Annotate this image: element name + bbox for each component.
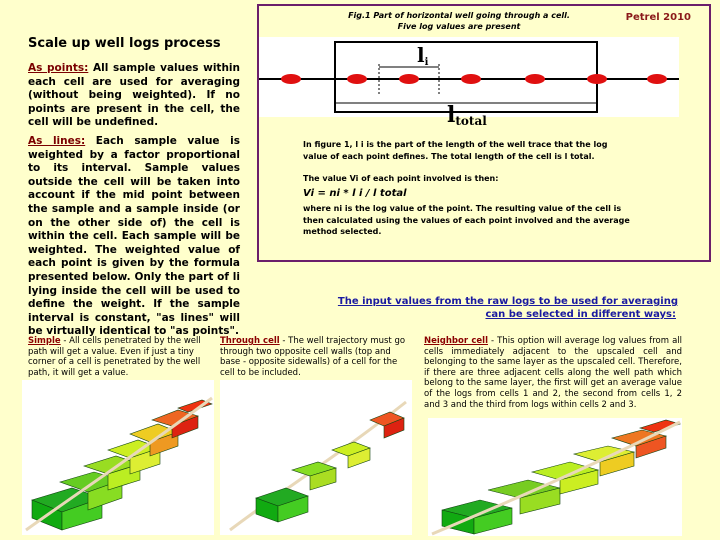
ltotal-label: ltotal	[447, 102, 487, 128]
caption-line-2: Five log values are present	[397, 22, 521, 31]
points-label: As points:	[28, 62, 89, 74]
simple-illustration	[22, 380, 214, 535]
cell-stack	[256, 412, 404, 522]
simple-label: Simple	[28, 336, 61, 346]
figure-text-2: The value Vi of each point involved is then:	[303, 174, 499, 183]
log-point	[399, 74, 419, 84]
log-point	[461, 74, 481, 84]
petrel-label: Petrel 2010	[625, 12, 691, 23]
lines-label: As lines:	[28, 135, 86, 147]
figure-frame	[257, 4, 711, 262]
figure-caption	[259, 10, 659, 32]
averaging-heading	[290, 295, 678, 321]
neighbor-cell-label: Neighbor cell	[424, 336, 488, 346]
log-point	[281, 74, 301, 84]
well-diagram	[259, 32, 709, 132]
page-title: Scale up well logs process	[28, 36, 221, 51]
points-text: All sample values within each cell are used for averaging (without being weighted). If no points are present in the cell, the cell will be undefined.	[28, 62, 241, 129]
li-label: li	[417, 43, 429, 68]
through-cell-illustration	[220, 380, 412, 535]
through-cell-text: - The well trajectory must go through two opposite cell walls (top and base - opposite sidewalls) of a cell for the cell to be included.	[220, 336, 406, 378]
through-cell-label: Through cell	[220, 336, 280, 346]
method-simple	[28, 336, 208, 378]
averaging-heading-line-2: can be selected in different ways:	[485, 309, 676, 320]
method-neighbor-cell	[424, 336, 682, 410]
figure-text-1: In figure 1, l i is the part of the length of the well trace that the log value of each point defines. The total length of the cell is l total.	[303, 140, 608, 161]
log-point	[587, 74, 607, 84]
log-point	[647, 74, 667, 84]
neighbor-cell-text: - This option will average log values from all cells immediately adjacent to the upscaled cell and belonging to the same layer as the upscaled cell. Therefore, if there are three adjacent cells along the well path which belong to the same layer, the first will get an average value of the logs from cells 1 and 2, the second from cells 1, 2 and 3 and the third from logs within cells 2 and 3.	[424, 336, 683, 410]
well-path	[26, 398, 212, 530]
lines-text: Each sample value is weighted by a factor proportional to its interval. Sample values outside the cell will be taken into account if the mid point between the sample and a sample inside (or on the other side of) the cell is within the cell. Each sample will be weighted. The weighted value of each point is given by the formula presented below. Only the part of li lying inside the cell will be used to define the weight. If the sample interval is constant, "as lines" will be virtually identical to "as points".	[28, 135, 240, 338]
figure-formula: Vi = ni * l i / l total	[303, 188, 407, 199]
caption-line-1: Fig.1 Part of horizontal well going through a cell.	[348, 11, 570, 20]
method-through-cell	[220, 336, 408, 378]
log-point	[525, 74, 545, 84]
neighbor-cell-illustration	[428, 418, 682, 536]
lines-paragraph	[28, 135, 240, 339]
averaging-heading-line-1: The input values from the raw logs to be used for averaging	[337, 296, 678, 307]
simple-text: - All cells penetrated by the well path will get a value. Even if just a tiny corner of a cell is penetrated by the well path, it will get a value.	[28, 336, 201, 378]
log-point	[347, 74, 367, 84]
points-paragraph	[28, 62, 240, 130]
figure-text-3: where ni is the log value of the point. The resulting value of the cell is then calculated using the values of each point involved and the average method selected.	[303, 204, 630, 236]
